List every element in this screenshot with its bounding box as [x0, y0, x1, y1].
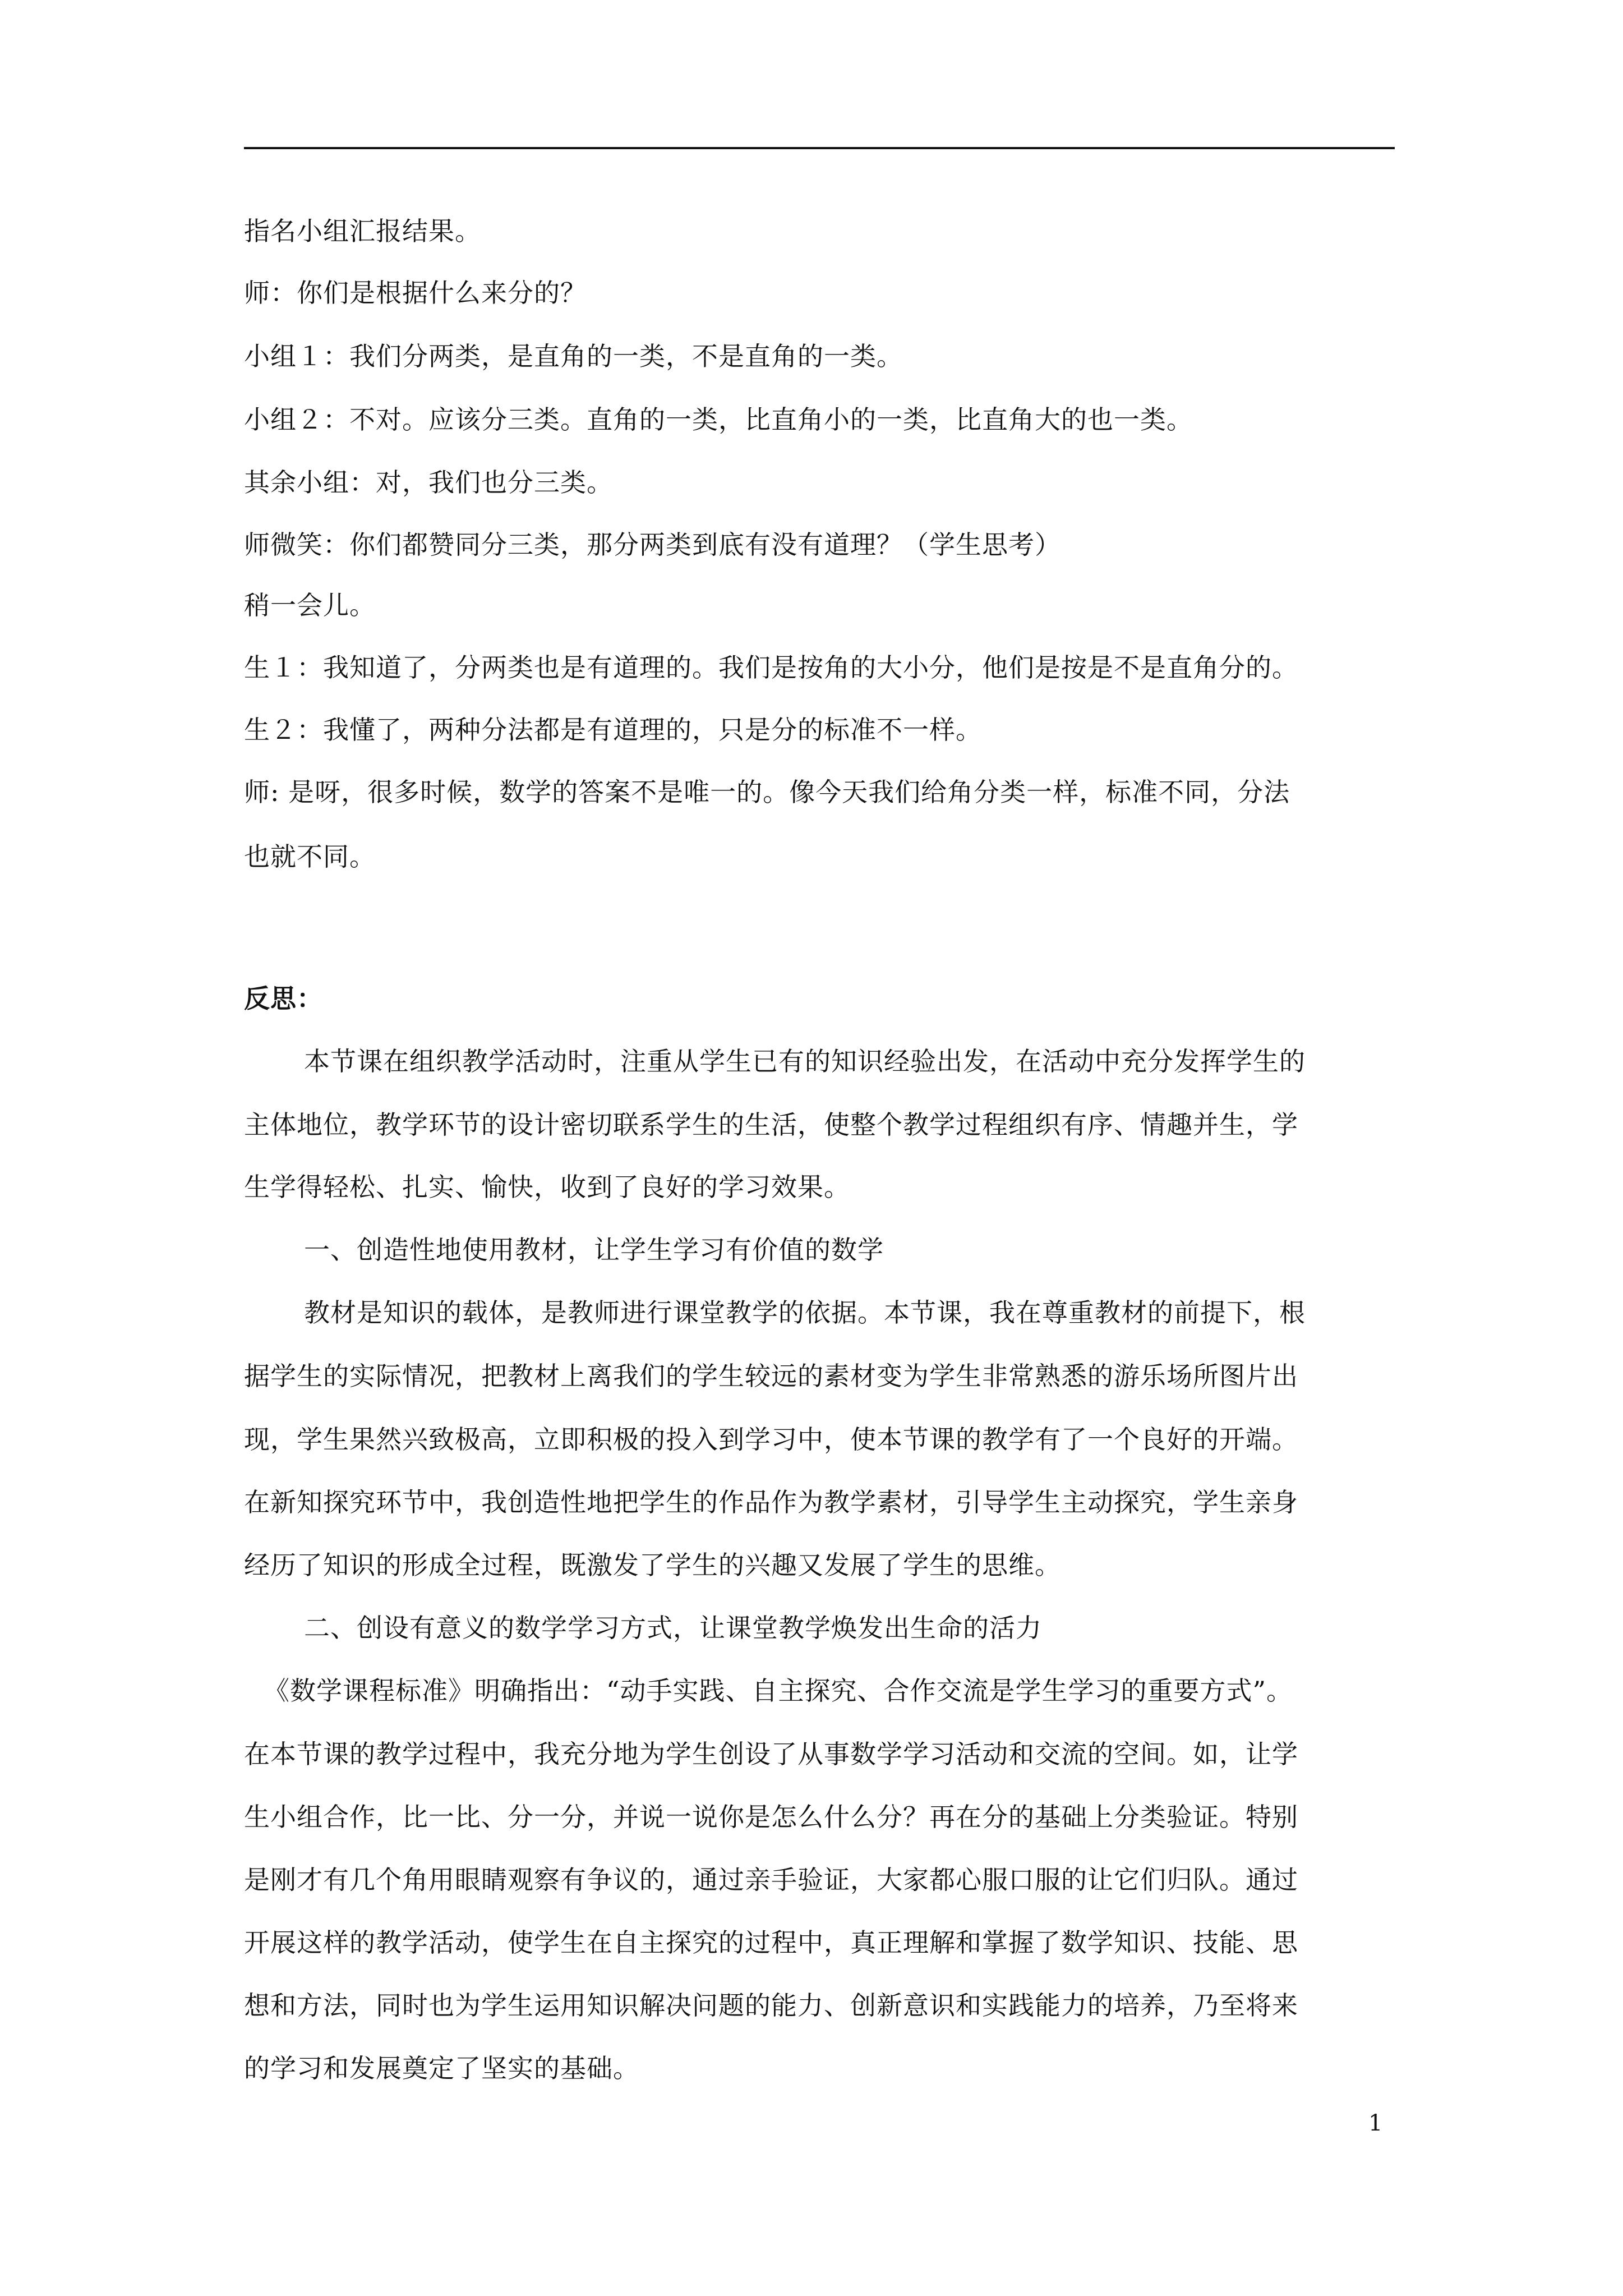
dialogue-line: 小组２：不对。应该分三类。直角的一类，比直角小的一类，比直角大的也一类。	[244, 404, 1193, 435]
section2-body-line: 在本节课的教学过程中，我充分地为学生创设了从事数学学习活动和交流的空间。如，让学	[244, 1739, 1298, 1769]
reflection-heading: 反思：	[244, 983, 323, 1014]
reflection-intro-line: 本节课在组织教学活动时，注重从学生已有的知识经验出发，在活动中充分发挥学生的	[304, 1046, 1306, 1076]
dialogue-line: 师：你们是根据什么来分的？	[244, 278, 587, 308]
section1-body-line: 据学生的实际情况，把教材上离我们的学生较远的素材变为学生非常熟悉的游乐场所图片出	[244, 1361, 1298, 1391]
section2-body-line: 开展这样的教学活动，使学生在自主探究的过程中，真正理解和掌握了数学知识、技能、思	[244, 1927, 1298, 1958]
section1-body-line: 经历了知识的形成全过程，既激发了学生的兴趣又发展了学生的思维。	[244, 1550, 1061, 1580]
dialogue-line: 也就不同。	[244, 841, 376, 872]
dialogue-line: 小组１：我们分两类，是直角的一类，不是直角的一类。	[244, 341, 903, 371]
reflection-intro-line: 生学得轻松、扎实、愉快，收到了良好的学习效果。	[244, 1172, 850, 1202]
section2-body-line: 《数学课程标准》明确指出：“动手实践、自主探究、合作交流是学生学习的重要方式”。	[264, 1676, 1293, 1706]
section2-body-line: 想和方法，同时也为学生运用知识解决问题的能力、创新意识和实践能力的培养，乃至将来	[244, 1990, 1298, 2021]
dialogue-line: 其余小组：对，我们也分三类。	[244, 467, 613, 498]
section1-body-line: 在新知探究环节中，我创造性地把学生的作品作为教学素材，引导学生主动探究，学生亲身	[244, 1487, 1298, 1517]
section1-body-line: 现，学生果然兴致极高，立即积极的投入到学习中，使本节课的教学有了一个良好的开端。	[244, 1424, 1298, 1455]
section2-body-line: 生小组合作，比一比、分一分，并说一说你是怎么什么分？再在分的基础上分类验证。特别	[244, 1802, 1298, 1832]
page-number: 1	[1368, 2110, 1383, 2136]
dialogue-line: 生２：我懂了，两种分法都是有道理的，只是分的标准不一样。	[244, 715, 982, 745]
reflection-intro-line: 主体地位，教学环节的设计密切联系学生的生活，使整个教学过程组织有序、情趣并生，学	[244, 1110, 1298, 1140]
section2-body-line: 的学习和发展奠定了坚实的基础。	[244, 2053, 639, 2083]
dialogue-line: 稍一会儿。	[244, 590, 376, 620]
section1-title: 一、创造性地使用教材，让学生学习有价值的数学	[304, 1235, 884, 1265]
dialogue-line: 师微笑：你们都赞同分三类，那分两类到底有没有道理？（学生思考）	[244, 530, 1061, 560]
section2-body-line: 是刚才有几个角用眼睛观察有争议的，通过亲手验证，大家都心服口服的让它们归队。通过	[244, 1865, 1298, 1895]
header-rule	[244, 147, 1395, 149]
dialogue-line: 生１：我知道了，分两类也是有道理的。我们是按角的大小分，他们是按是不是直角分的。	[244, 652, 1298, 683]
dialogue-line: 师: 是呀，很多时候，数学的答案不是唯一的。像今天我们给角分类一样，标准不同，分法	[244, 777, 1290, 807]
dialogue-line: 指名小组汇报结果。	[244, 216, 481, 246]
section1-body-line: 教材是知识的载体，是教师进行课堂教学的依据。本节课，我在尊重教材的前提下，根	[304, 1297, 1306, 1328]
section2-title: 二、创设有意义的数学学习方式，让课堂教学焕发出生命的活力	[304, 1613, 1042, 1643]
